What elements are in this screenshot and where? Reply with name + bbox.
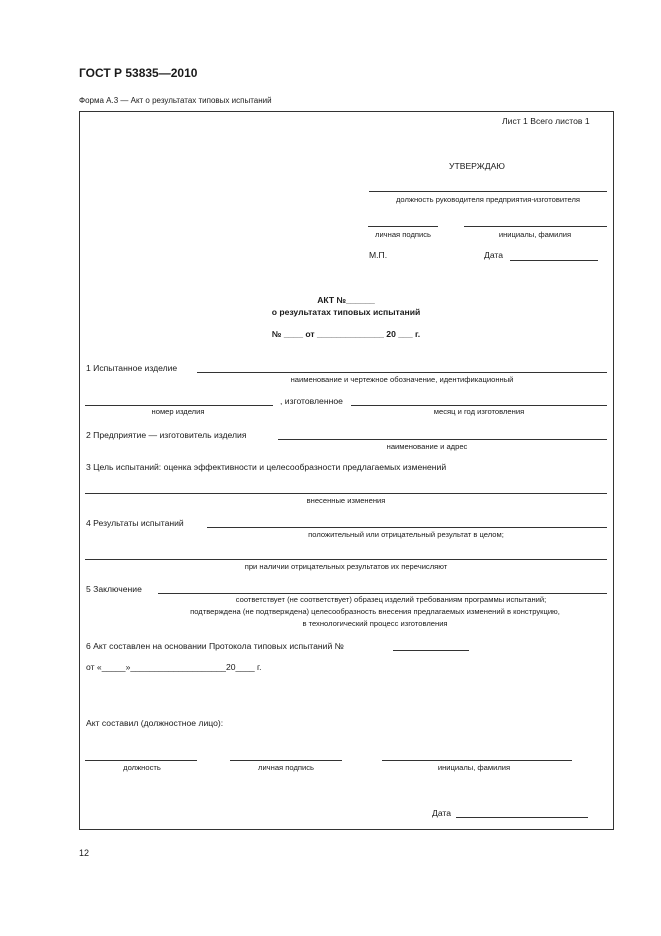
approve-signature-line [368, 226, 438, 227]
compiled-signature-caption: личная подпись [258, 763, 314, 772]
approve-date-label: Дата [484, 250, 504, 260]
item6-date-line: от «_____»____________________20____ г. [86, 662, 262, 672]
approve-position-line [369, 191, 607, 192]
item1-label: 1 Испытанное изделие [86, 363, 178, 373]
act-number-line: № ____ от ______________ 20 ___ г. [271, 329, 421, 339]
item3-caption: внесенные изменения [306, 496, 386, 505]
item1-caption: наименование и чертежное обозначение, идентификационный [290, 375, 514, 384]
item5-caption-2: подтверждена (не подтверждена) целесообразность внесения предлагаемых изменений в конструкцию, [190, 607, 560, 616]
item2-line [278, 439, 607, 440]
compiled-initials-caption: инициалы, фамилия [437, 763, 511, 772]
item5-caption-1: соответствует (не соответствует) образец изделий требованиям программы испытаний; [235, 595, 547, 604]
item1b-number-line [85, 405, 273, 406]
form-frame [79, 111, 614, 830]
item2-caption: наименование и адрес [386, 442, 468, 451]
item4b-caption: при наличии отрицательных результатов их перечисляют [244, 562, 448, 571]
sheet-info: Лист 1 Всего листов 1 [502, 116, 590, 126]
item4-label: 4 Результаты испытаний [86, 518, 184, 528]
compiled-date-label: Дата [432, 808, 452, 818]
compiled-position-caption: должность [123, 763, 161, 772]
page-number: 12 [79, 848, 90, 858]
act-subtitle: о результатах типовых испытаний [271, 307, 421, 317]
form-caption: Форма А.3 — Акт о результатах типовых испытаний [79, 96, 272, 105]
item3-label: 3 Цель испытаний: оценка эффективности и целесообразности предлагаемых изменений [86, 462, 447, 472]
standard-header: ГОСТ Р 53835—2010 [79, 66, 198, 80]
item1b-number-caption: номер изделия [151, 407, 205, 416]
item4-line [207, 527, 607, 528]
approve-title: УТВЕРЖДАЮ [449, 161, 505, 171]
item5-caption-3: в технологический процесс изготовления [302, 619, 448, 628]
item6-label: 6 Акт составлен на основании Протокола типовых испытаний № [86, 641, 344, 651]
compiled-date-line [456, 817, 588, 818]
approve-date-line [510, 260, 598, 261]
approve-initials-line [464, 226, 607, 227]
item3-line [85, 493, 607, 494]
item4-caption: положительный или отрицательный результат в целом; [308, 530, 504, 539]
compiled-signature-line [230, 760, 342, 761]
item5-label: 5 Заключение [86, 584, 142, 594]
item1b-date-line [351, 405, 607, 406]
item6-number-line [393, 650, 469, 651]
item2-label: 2 Предприятие — изготовитель изделия [86, 430, 247, 440]
item1b-made-label: , изготовленное [280, 396, 343, 406]
item4b-line [85, 559, 607, 560]
act-title: АКТ №______ [317, 295, 375, 305]
approve-signature-caption: личная подпись [375, 230, 431, 239]
approve-position-caption: должность руководителя предприятия-изготовителя [395, 195, 581, 204]
approve-initials-caption: инициалы, фамилия [498, 230, 572, 239]
item1-line [197, 372, 607, 373]
item5-line [158, 593, 607, 594]
compiled-initials-line [382, 760, 572, 761]
stamp-label: М.П. [369, 250, 388, 260]
item1b-date-caption: месяц и год изготовления [433, 407, 525, 416]
compiled-position-line [85, 760, 197, 761]
compiled-label: Акт составил (должностное лицо): [86, 718, 224, 728]
